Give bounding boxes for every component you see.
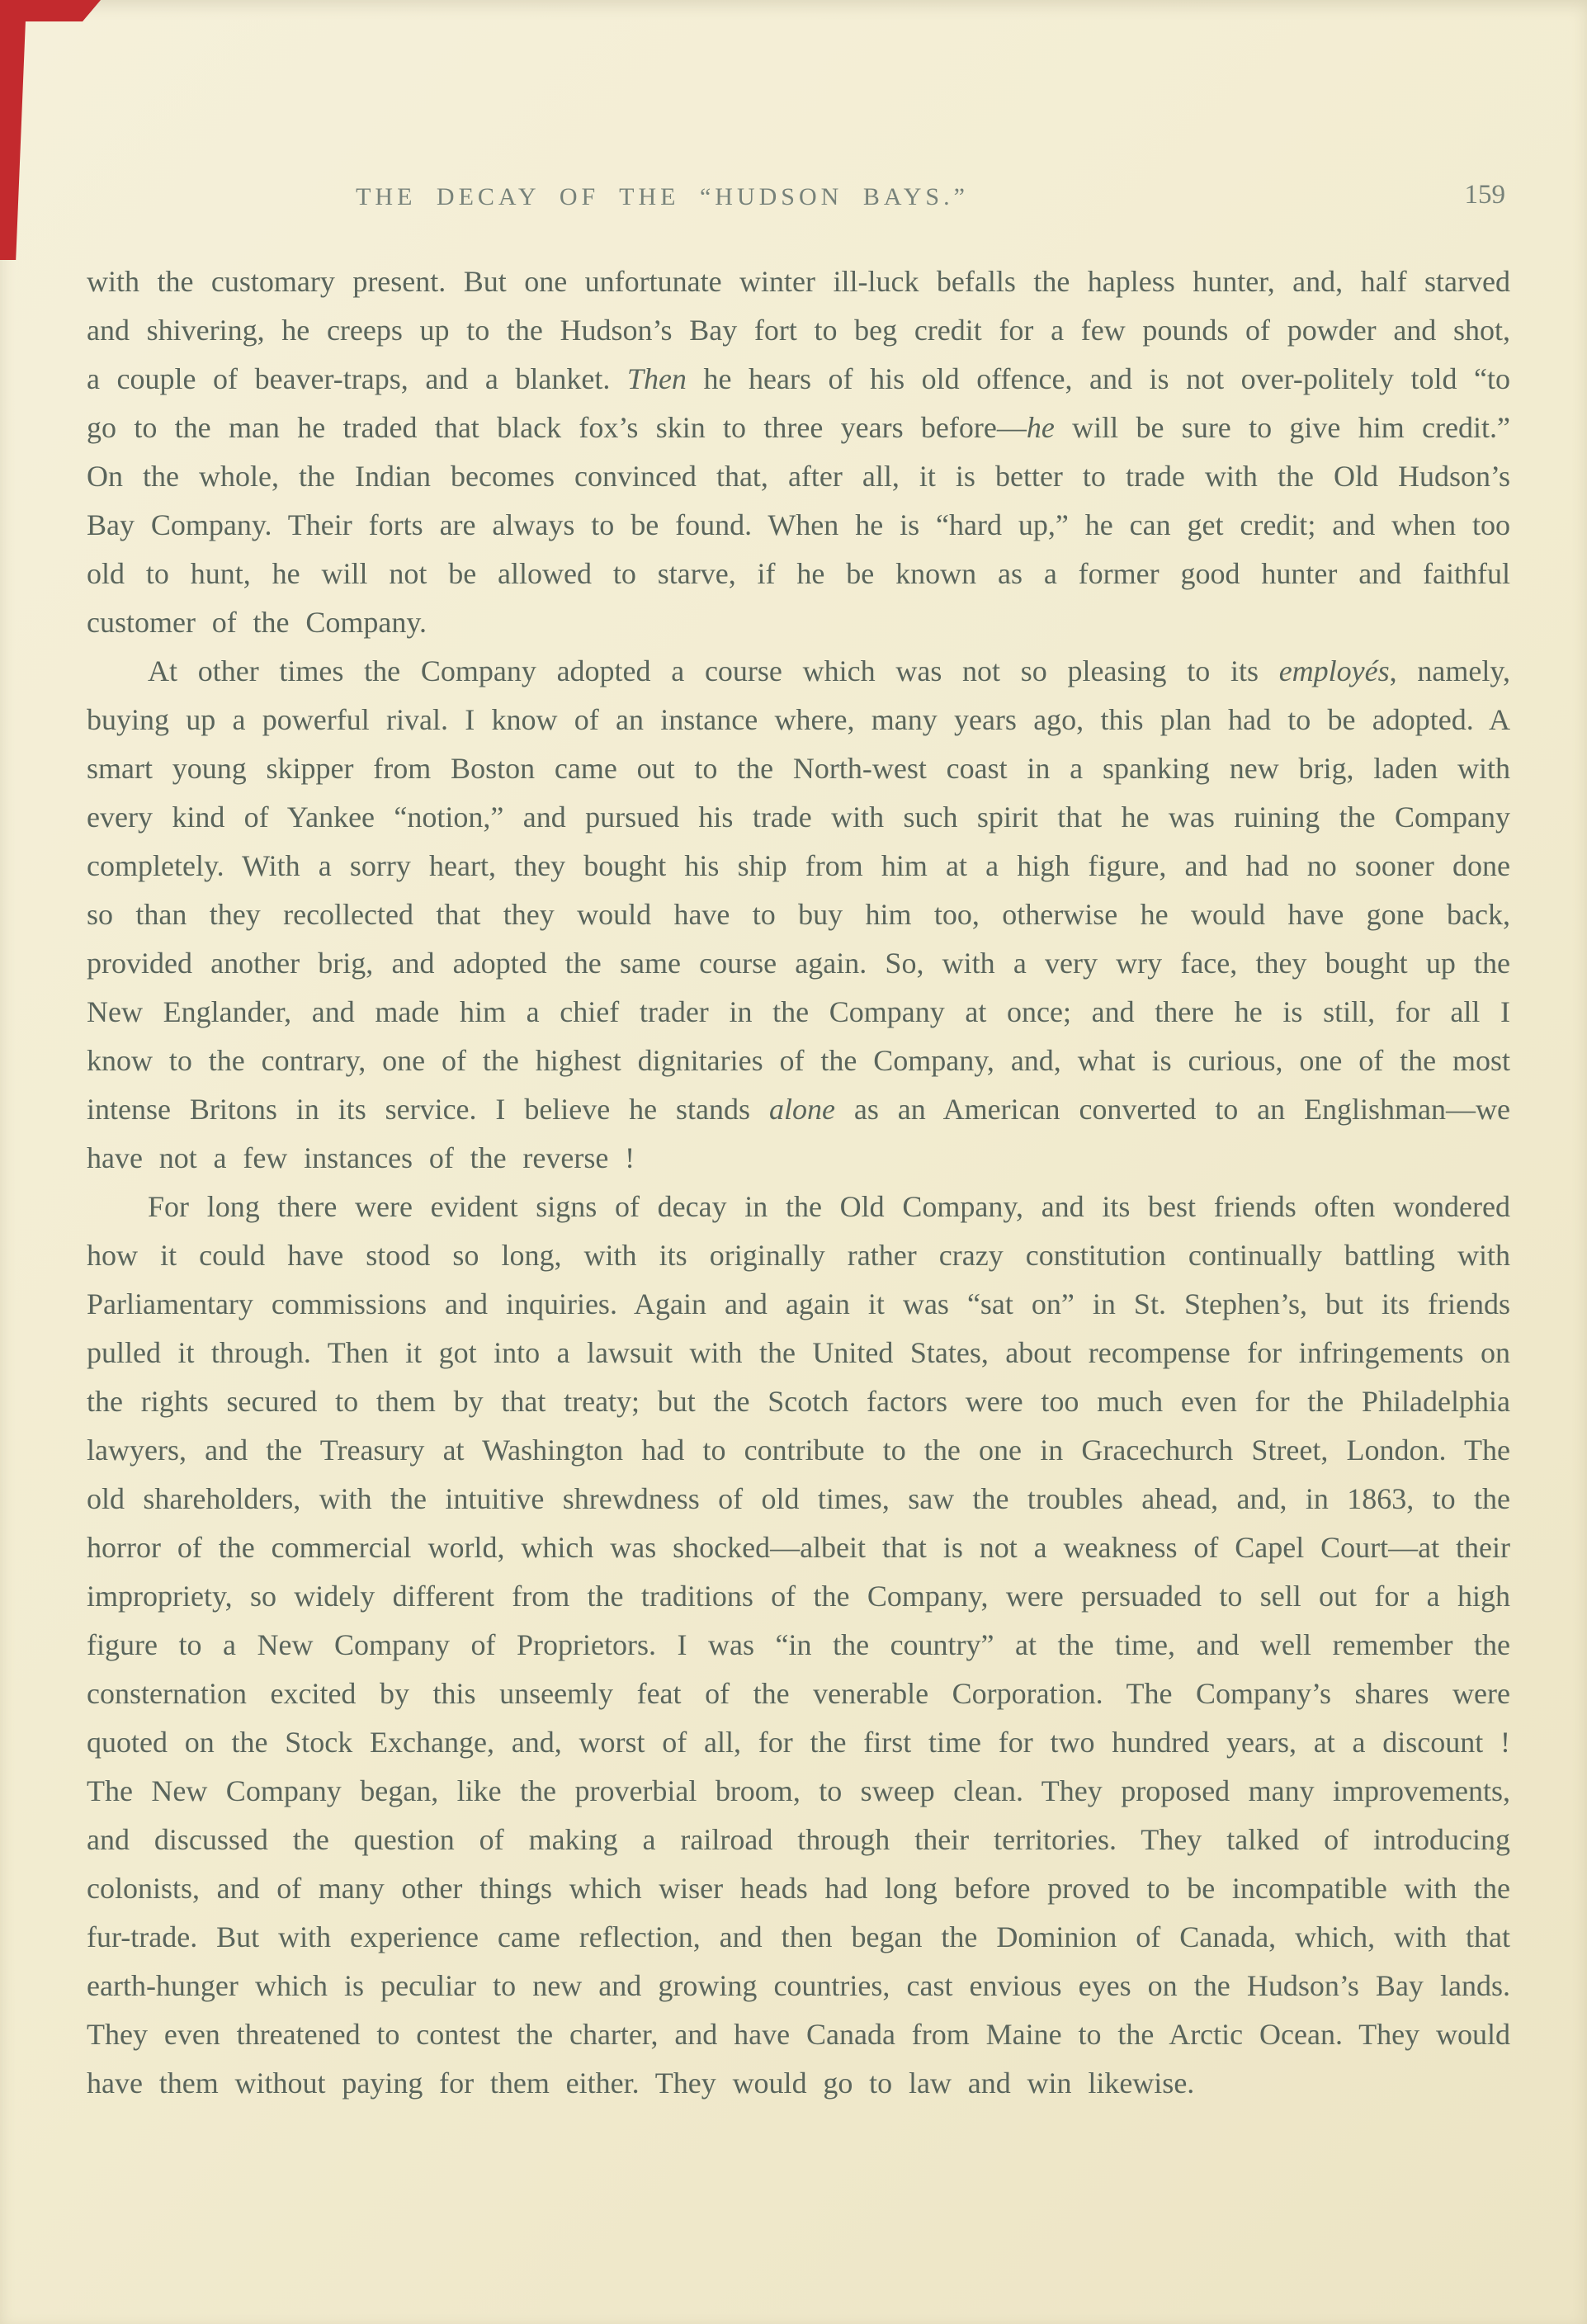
text-segment-italic: employés: [1278, 654, 1390, 687]
text-segment: with the customary present. But one unfortunate winter ill-luck befalls the hapless hunter, and, half starved and shivering, he creeps up to the Hudson’s Bay fort to beg credit for a few pounds of powder and shot, a couple of beaver-traps, and a blanket.: [87, 265, 1510, 395]
text-segment-italic: alone: [768, 1093, 835, 1126]
text-segment-italic: Then: [626, 362, 687, 395]
paragraph-2: [87, 647, 1510, 1183]
body-text: [87, 257, 1510, 2108]
text-segment-italic: he: [1026, 411, 1055, 444]
paragraph-1: [87, 257, 1510, 647]
page-header: [87, 180, 1510, 218]
text-segment: For long there were evident signs of decay in the Old Company, and its best friends often wondered how it could have stood so long, with its originally rather crazy constitution continually battling with Parliamentary commissions and inquiries. Again and again it was “sat on” in St. Stephen’s, but its friends pulled it through. Then it got into a lawsuit with the United States, about recompense for infringements on the rights secured to them by that treaty; but the Scotch factors were too much even for the Philadelphia lawyers, and the Treasury at Washington had to contribute to the one in Gracechurch Street, London. The old shareholders, with the intuitive shrewdness of old times, saw the troubles ahead, and, in 1863, to the horror of the commercial world, which was shocked—albeit that is not a weakness of Capel Court—at their impropriety, so widely different from the traditions of the Company, were persuaded to sell out for a high figure to a New Company of Proprietors. I was “in the country” at the time, and well remember the consternation excited by this unseemly feat of the venerable Corporation. The Company’s shares were quoted on the Stock Exchange, and, worst of all, for the first time for two hundred years, at a discount ! The New Company began, like the proverbial broom, to sweep clean. They proposed many improvements, and discussed the question of making a railroad through their territories. They talked of introducing colonists, and of many other things which wiser heads had long before proved to be incompatible with the fur-trade. But with experience came reflection, and then began the Dominion of Canada, which, with that earth-hunger which is peculiar to new and growing countries, cast envious eyes on the Hudson’s Bay lands. They even threatened to contest the charter, and have Canada from Maine to the Arctic Ocean. They would have them without paying for them either. They would go to law and win likewise.: [87, 1190, 1510, 2100]
book-cover-edge-horizontal: [0, 0, 101, 21]
text-segment: At other times the Company adopted a course which was not so pleasing to its: [148, 654, 1279, 687]
running-title: THE DECAY OF THE “HUDSON BAYS.”: [356, 183, 969, 210]
text-segment: he hears of his old offence, and is not over-politely told “to go to the man he traded that black fox’s skin to three years before—: [87, 362, 1510, 444]
paragraph-3: [87, 1183, 1510, 2108]
text-segment: as an American converted to an Englishman—we have not a few instances of the reverse !: [87, 1093, 1511, 1174]
page-number: 159: [1464, 180, 1505, 210]
text-segment: will be sure to give him credit.” On the whole, the Indian becomes convinced that, after all, it is better to trade with the Old Hudson’s Bay Company. Their forts are always to be found. When he is “hard up,” he can get credit; and when too old to hunt, he will not be allowed to starve, if he be known as a former good hunter and faithful customer of the Company.: [87, 411, 1510, 639]
book-cover-edge-vertical: [0, 0, 26, 260]
text-segment: , namely, buying up a powerful rival. I know of an instance where, many years ago, this plan had to be adopted. A smart young skipper from Boston came out to the North-west coast in a spanking new brig, laden with every kind of Yankee “notion,” and pursued his trade with such spirit that he was ruining the Company completely. With a sorry heart, they bought his ship from him at a high figure, and had no sooner done so than they recollected that they would have to buy him too, otherwise he would have gone back, provided another brig, and adopted the same course again. So, with a very wry face, they bought up the New Englander, and made him a chief trader in the Company at once; and there he is still, for all I know to the contrary, one of the highest dignitaries of the Company, and, what is curious, one of the most intense Britons in its service. I believe he stands: [87, 654, 1510, 1126]
